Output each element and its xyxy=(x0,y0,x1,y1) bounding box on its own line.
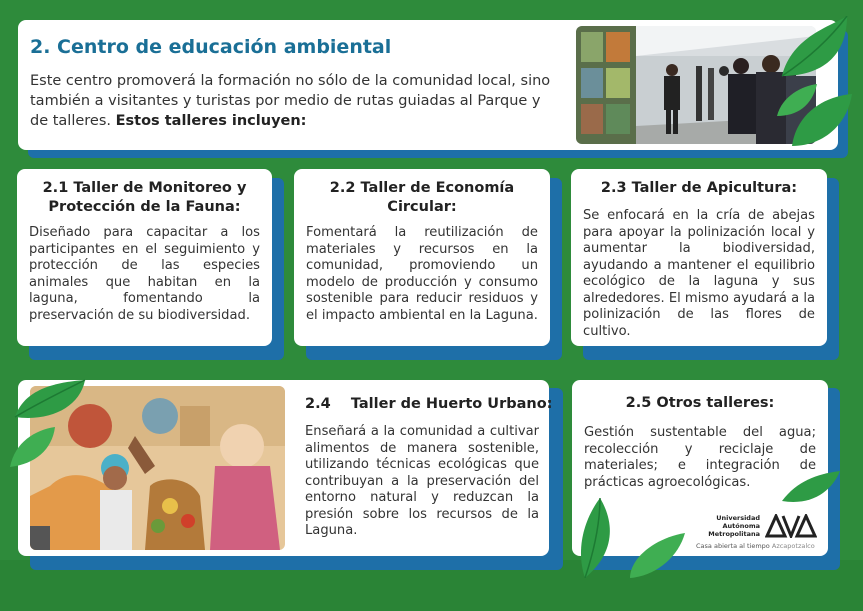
leaf-icon xyxy=(10,372,95,472)
intro-text: Este centro promoverá la formación no sólo de la comunidad local, sino también a visitantes y turistas por medio de rutas guiadas al Parque y de talleres. xyxy=(30,73,551,129)
leaf-icon xyxy=(782,466,842,516)
uam-logo xyxy=(696,512,824,552)
card-2-2-text: Fomentará la reutilización de materiales y recursos en la comunidad, promoviendo un modelo de producción y consumo sostenible para reducir residuos y el impacto ambiental en la Laguna. xyxy=(306,225,538,323)
card-2-1 xyxy=(17,169,272,346)
card-2-3-text: Se enfocará en la cría de abejas para apoyar la polinización local y aumentar la biodiversidad, ayudando a mantener el equilibrio ecológico de la laguna y sus alrededores. El mismo ayudará a la polinización de las flores de cultivo. xyxy=(583,208,815,339)
uam-tagline-text: Casa abierta al tiempo xyxy=(696,542,770,550)
card-2-1-text: Diseñado para capacitar a los participantes en el seguimiento y protección de las especies animales que habitan en la laguna, fomentando la preservación de su biodiversidad. xyxy=(29,225,260,323)
uam-logo-icon xyxy=(765,514,817,538)
section-intro xyxy=(30,71,560,131)
card-2-3-title: 2.3 Taller de Apicultura: xyxy=(600,180,798,196)
uam-campus: Azcapotzalco xyxy=(771,542,815,550)
uam-line-1: Universidad xyxy=(716,514,760,522)
uam-line-2: Autónoma xyxy=(722,522,760,530)
card-2-1-title: 2.1 Taller de Monitoreo y Protección de la Fauna: xyxy=(42,180,247,215)
card-2-2-title: 2.2 Taller de Economía Circular: xyxy=(329,180,515,215)
section-title: 2. Centro de educación ambiental xyxy=(30,36,392,58)
leaf-icon xyxy=(560,488,700,578)
uam-line-3: Metropolitana xyxy=(708,530,760,538)
uam-tagline xyxy=(696,542,824,550)
intro-bold-text: Estos talleres incluyen: xyxy=(115,113,307,129)
card-2-3 xyxy=(571,169,827,346)
uam-logo-text xyxy=(696,514,760,538)
card-2-5-title: 2.5 Otros talleres: xyxy=(625,395,775,411)
card-2-4-text: Enseñará a la comunidad a cultivar alimentos de manera sostenible, utilizando técnicas ecológicas que contribuyan a la preservación del entorno natural y reduzcan la presión sobre los recursos de la Laguna. xyxy=(305,424,539,538)
card-2-4-content xyxy=(305,395,553,540)
card-2-5-text: Gestión sustentable del agua; recolección y reciclaje de materiales; e integración de prácticas agroecológicas. xyxy=(584,425,816,490)
leaf-icon xyxy=(772,16,852,151)
card-2-4-title: 2.4 Taller de Huerto Urbano: xyxy=(305,396,553,412)
card-2-2 xyxy=(294,169,550,346)
